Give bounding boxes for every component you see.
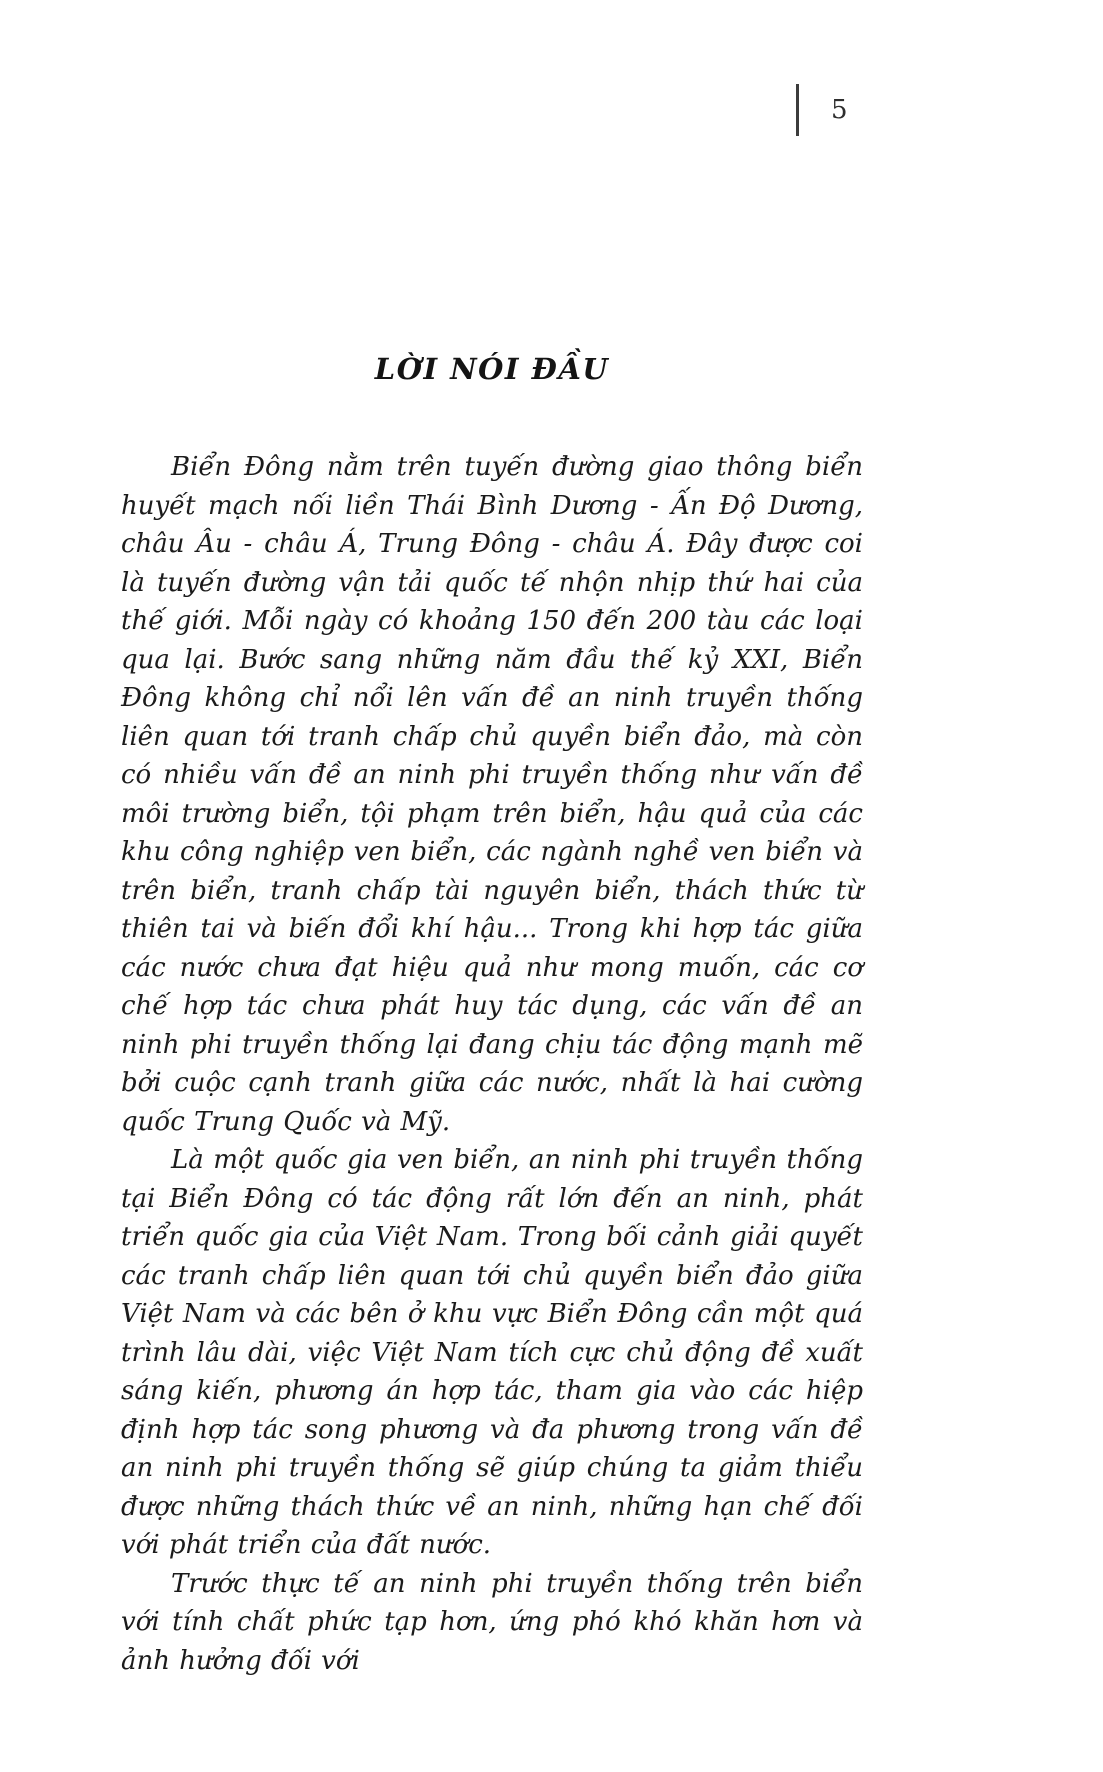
page-header xyxy=(796,84,849,136)
paragraph: Biển Đông nằm trên tuyến đường giao thông biển huyết mạch nối liền Thái Bình Dương - Ấn Độ Dương, châu Âu - châu Á, Trung Đông - châu Á. Đây được coi là tuyến đường vận tải quốc tế nhộn nhịp thứ hai của thế giới. Mỗi ngày có khoảng 150 đến 200 tàu các loại qua lại. Bước sang những năm đầu thế kỷ XXI, Biển Đông không chỉ nổi lên vấn đề an ninh truyền thống liên quan tới tranh chấp chủ quyền biển đảo, mà còn có nhiều vấn đề an ninh phi truyền thống như vấn đề môi trường biển, tội phạm trên biển, hậu quả của các khu công nghiệp ven biển, các ngành nghề ven biển và trên biển, tranh chấp tài nguyên biển, thách thức từ thiên tai và biến đổi khí hậu... Trong khi hợp tác giữa các nước chưa đạt hiệu quả như mong muốn, các cơ chế hợp tác chưa phát huy tác dụng, các vấn đề an ninh phi truyền thống lại đang chịu tác động mạnh mẽ bởi cuộc cạnh tranh giữa các nước, nhất là hai cường quốc Trung Quốc và Mỹ. xyxy=(121,452,863,1137)
page-number-divider xyxy=(796,84,799,136)
paragraph: Trước thực tế an ninh phi truyền thống trên biển với tính chất phức tạp hơn, ứng phó khó khăn hơn và ảnh hưởng đối với xyxy=(121,1568,863,1676)
paragraph: Là một quốc gia ven biển, an ninh phi truyền thống tại Biển Đông có tác động rất lớn đến an ninh, phát triển quốc gia của Việt Nam. Trong bối cảnh giải quyết các tranh chấp liên quan tới chủ quyền biển đảo giữa Việt Nam và các bên ở khu vực Biển Đông cần một quá trình lâu dài, việc Việt Nam tích cực chủ động đề xuất sáng kiến, phương án hợp tác, tham gia vào các hiệp định hợp tác song phương và đa phương trong vấn đề an ninh phi truyền thống sẽ giúp chúng ta giảm thiểu được những thách thức về an ninh, những hạn chế đối với phát triển của đất nước. xyxy=(121,1145,863,1560)
page-number: 5 xyxy=(831,95,849,125)
page-content xyxy=(121,352,863,1680)
page-title: LỜI NÓI ĐẦU xyxy=(374,352,610,386)
